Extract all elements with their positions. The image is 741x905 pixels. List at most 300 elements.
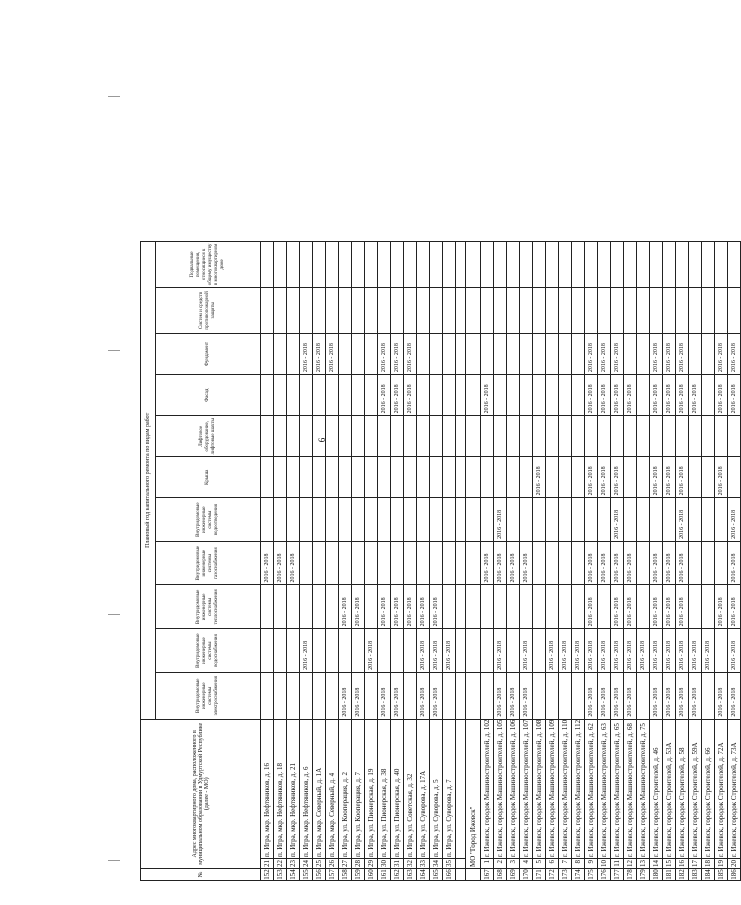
blank-cell [456,287,466,333]
blank-cell [456,859,466,869]
row-value [533,585,546,629]
row-value [559,287,572,333]
table-row [261,242,274,881]
table-row [378,242,391,881]
row-value [494,585,507,629]
row-value [637,541,650,585]
row-value: 2016 - 2018 [611,672,624,719]
row-value [339,375,352,416]
row-value [300,498,313,542]
row-value [533,629,546,673]
row-address: п. Игра, мкр. Нефтяников, д. 18 [274,719,287,858]
row-value [261,416,274,457]
row-address: п. Игра, мкр. Нефтяников, д. 16 [261,719,274,858]
row-subnumber: 35 [443,859,456,869]
row-address: г. Ижевск, городок Строителей, д. 66 [702,719,715,858]
row-value [507,585,520,629]
row-subnumber: 15 [663,859,676,869]
row-value: 2016 - 2018 [598,672,611,719]
row-value [624,416,637,457]
row-value [715,416,728,457]
row-value [520,498,533,542]
row-address: п. Игра, ул. Суворова, д. 7 [443,719,456,858]
row-value [637,585,650,629]
table-row [365,242,378,881]
row-address: г. Ижевск, городок Строителей, д. 58 [676,719,689,858]
row-value [378,416,391,457]
row-value [274,242,287,288]
row-number: 186 [728,869,741,881]
row-value [663,498,676,542]
header-col: Внутридомовые инженерные системы теплоснабжения [156,585,261,629]
row-value [637,287,650,333]
row-value [585,287,598,333]
row-value: 2016 - 2018 [274,541,287,585]
row-number: 172 [546,869,559,881]
row-value [300,287,313,333]
row-value [507,287,520,333]
row-address: г. Ижевск, городок Строителей, д. 53А [663,719,676,858]
table-row [300,242,313,881]
row-value [728,416,741,457]
row-value [598,585,611,629]
row-subnumber: 19 [715,859,728,869]
row-subnumber: 3 [507,859,520,869]
table-row [546,242,559,881]
row-subnumber: 21 [261,859,274,869]
row-value [365,333,378,374]
row-number: 170 [520,869,533,881]
group-num-cell [466,869,481,881]
row-value [261,457,274,498]
row-value [728,242,741,288]
row-value [326,585,339,629]
row-value [430,457,443,498]
row-value [261,242,274,288]
row-value [274,498,287,542]
row-number: 166 [443,869,456,881]
table-row [287,242,300,881]
row-value [365,457,378,498]
row-address: г. Ижевск, городок Машиностроителей, д. 102 [481,719,494,858]
header-col: Внутридомовые инженерные системы водоотведения [156,498,261,542]
row-value [624,287,637,333]
row-value [443,585,456,629]
row-value [520,585,533,629]
row-number: 160 [365,869,378,881]
row-value: 2016 - 2018 [689,672,702,719]
row-subnumber: 25 [313,859,326,869]
row-value [689,457,702,498]
row-value: 2016 - 2018 [728,672,741,719]
row-value [339,629,352,673]
row-value [261,333,274,374]
row-value [417,541,430,585]
row-value: 2016 - 2018 [352,672,365,719]
row-address: г. Ижевск, городок Машиностроителей, д. 63 [598,719,611,858]
row-value [507,457,520,498]
group-cell [466,242,481,288]
row-value: 2016 - 2018 [728,585,741,629]
row-subnumber: 1 [481,859,494,869]
row-value [663,416,676,457]
row-address: п. Игра, ул. Суворова, д. 17А [417,719,430,858]
row-value [404,416,417,457]
header-col: Фасад [156,375,261,416]
row-value [352,629,365,673]
row-value: 2016 - 2018 [728,375,741,416]
row-value: 2016 - 2018 [404,585,417,629]
row-value [637,416,650,457]
row-value [520,333,533,374]
table-row [663,242,676,881]
row-value [378,629,391,673]
header-col: Внутридомовые инженерные системы электроснабжения [156,672,261,719]
table-row [352,242,365,881]
row-value [481,242,494,288]
row-value [339,333,352,374]
row-value [546,541,559,585]
row-value [624,498,637,542]
row-number: 157 [326,869,339,881]
row-value [533,333,546,374]
row-value [443,416,456,457]
row-value [339,498,352,542]
row-value: 2016 - 2018 [598,457,611,498]
row-value [481,498,494,542]
row-address: п. Игра, мкр. Северный, д. 1А [313,719,326,858]
blank-cell [456,585,466,629]
row-value [533,672,546,719]
row-value [559,585,572,629]
row-value [494,333,507,374]
row-value: 2016 - 2018 [339,672,352,719]
row-value [663,287,676,333]
row-value [300,242,313,288]
row-value [702,242,715,288]
row-value [313,541,326,585]
row-value [546,457,559,498]
row-value [274,585,287,629]
row-value: 2016 - 2018 [417,672,430,719]
row-address: п. Игра, мкр. Нефтяников, д. 6 [300,719,313,858]
row-number: 184 [702,869,715,881]
row-subnumber: 26 [326,859,339,869]
row-value: 2016 - 2018 [378,672,391,719]
row-value [352,541,365,585]
row-subnumber: 31 [391,859,404,869]
row-value [494,242,507,288]
row-value [689,541,702,585]
blank-cell [456,541,466,585]
row-value [352,416,365,457]
row-address: г. Ижевск, городок Машиностроителей, д. 106 [507,719,520,858]
row-value [287,375,300,416]
row-value [715,242,728,288]
table-row [443,242,456,881]
row-value [689,242,702,288]
row-value [533,287,546,333]
row-number: 183 [689,869,702,881]
row-value [326,242,339,288]
row-value [520,416,533,457]
row-value: 2016 - 2018 [676,541,689,585]
blank-cell [456,672,466,719]
row-value [702,416,715,457]
row-value [559,541,572,585]
row-value [481,287,494,333]
row-address: г. Ижевск, городок Машиностроителей, д. 68 [624,719,637,858]
row-value [352,333,365,374]
row-value [624,457,637,498]
row-value [391,541,404,585]
header-col: Внутридомовые инженерные системы газоснабжения [156,541,261,585]
row-value [572,242,585,288]
row-value [430,375,443,416]
row-value: 2016 - 2018 [417,585,430,629]
row-value: 2016 - 2018 [715,333,728,374]
row-value: 2016 - 2018 [650,375,663,416]
row-value [481,672,494,719]
group-cell [466,375,481,416]
blank-cell [456,498,466,542]
group-cell [466,541,481,585]
table-row [715,242,728,881]
row-value: 2016 - 2018 [378,375,391,416]
row-value [637,498,650,542]
row-value [404,629,417,673]
row-subnumber: 17 [689,859,702,869]
row-value [637,672,650,719]
row-value: 2016 - 2018 [520,541,533,585]
row-value: 2016 - 2018 [676,672,689,719]
table-row [533,242,546,881]
row-value [352,457,365,498]
table-row [702,242,715,881]
row-value: 2016 - 2018 [300,629,313,673]
row-value [300,416,313,457]
row-value [507,498,520,542]
row-value [702,333,715,374]
row-value: 2016 - 2018 [430,629,443,673]
row-value: 2016 - 2018 [520,629,533,673]
row-value: 2016 - 2018 [585,585,598,629]
row-value [637,242,650,288]
row-value [572,585,585,629]
row-value [300,585,313,629]
row-subnumber: 6 [546,859,559,869]
row-value [443,672,456,719]
row-value: 2016 - 2018 [430,672,443,719]
row-value [676,242,689,288]
table-row [507,242,520,881]
row-value: 2016 - 2018 [611,585,624,629]
row-number: 161 [378,869,391,881]
row-value [274,287,287,333]
blank-row [456,242,466,881]
row-number: 158 [339,869,352,881]
table-row [326,242,339,881]
row-value [261,375,274,416]
row-value [313,375,326,416]
row-value: 2016 - 2018 [585,672,598,719]
row-value: 2016 - 2018 [559,629,572,673]
row-value [313,287,326,333]
scan-line [108,860,120,861]
row-value [352,242,365,288]
row-value [391,287,404,333]
blank-cell [456,416,466,457]
row-value [352,498,365,542]
row-value: 2016 - 2018 [676,375,689,416]
row-value: 2016 - 2018 [585,457,598,498]
table-row [391,242,404,881]
row-value: 2016 - 2018 [624,375,637,416]
row-value [559,333,572,374]
table-row [598,242,611,881]
row-subnumber: 20 [728,859,741,869]
row-value [300,541,313,585]
table-row [637,242,650,881]
row-value: 2016 - 2018 [520,672,533,719]
row-value [650,242,663,288]
row-value: 2016 - 2018 [507,672,520,719]
row-value [520,457,533,498]
row-value: 2016 - 2018 [378,333,391,374]
row-value [598,416,611,457]
row-value [585,498,598,542]
group-title: МО "Город Ижевск" [466,719,481,868]
row-value [689,416,702,457]
row-address: г. Ижевск, городок Машиностроителей, д. 75 [637,719,650,858]
row-value [339,242,352,288]
row-value [624,242,637,288]
row-value: 2016 - 2018 [663,333,676,374]
row-value: 2016 - 2018 [585,375,598,416]
row-value [443,457,456,498]
row-value: 2016 - 2018 [663,585,676,629]
row-number: 152 [261,869,274,881]
row-value [676,287,689,333]
row-value [689,498,702,542]
row-value [404,457,417,498]
row-value [287,629,300,673]
header-col: Подвальные помещения, относящиеся к общему имуществу в многоквартирном доме [156,242,261,288]
group-cell [466,672,481,719]
row-value [326,541,339,585]
row-address: г. Ижевск, городок Машиностроителей, д. 65 [611,719,624,858]
row-value [572,416,585,457]
row-value [546,672,559,719]
row-value [443,287,456,333]
row-value [559,457,572,498]
row-number: 173 [559,869,572,881]
row-value [624,333,637,374]
row-value [378,498,391,542]
row-value: 2016 - 2018 [611,498,624,542]
row-value [339,457,352,498]
row-value: 2016 - 2018 [650,585,663,629]
row-value [533,416,546,457]
row-value [715,541,728,585]
row-value: 2016 - 2018 [365,629,378,673]
row-address: г. Ижевск, городок Строителей, д. 72А [715,719,728,858]
table-row [650,242,663,881]
row-value: 2016 - 2018 [494,498,507,542]
row-value [287,333,300,374]
row-value [507,375,520,416]
row-address: г. Ижевск, городок Строителей, д. 46 [650,719,663,858]
row-value: 2016 - 2018 [728,498,741,542]
row-address: п. Игра, ул. Пионерская, д. 38 [378,719,391,858]
row-subnumber: 9 [585,859,598,869]
row-number: 156 [313,869,326,881]
row-value [546,242,559,288]
row-value [546,333,559,374]
row-value [430,242,443,288]
row-value [715,287,728,333]
row-number: 169 [507,869,520,881]
row-value [378,457,391,498]
row-subnumber: 33 [417,859,430,869]
row-value: 2016 - 2018 [663,672,676,719]
blank-cell [456,457,466,498]
row-value [520,375,533,416]
group-cell [466,585,481,629]
row-value: 2016 - 2018 [728,629,741,673]
row-value: 2016 - 2018 [481,541,494,585]
row-value [443,333,456,374]
row-value [611,287,624,333]
row-value [443,375,456,416]
row-value: 2016 - 2018 [611,629,624,673]
row-value [365,287,378,333]
row-value [507,416,520,457]
blank-cell [456,719,466,858]
row-value [313,242,326,288]
header-col: Фундамент [156,333,261,374]
group-cell [466,498,481,542]
row-value [637,457,650,498]
row-number: 181 [663,869,676,881]
row-value: 2016 - 2018 [572,629,585,673]
row-value: 2016 - 2018 [676,333,689,374]
row-value [559,375,572,416]
row-value: 2016 - 2018 [339,585,352,629]
row-value: 2016 - 2018 [702,629,715,673]
row-value [689,585,702,629]
row-value: 2016 - 2018 [728,541,741,585]
row-value [365,672,378,719]
row-value: 2016 - 2018 [663,457,676,498]
table-row [611,242,624,881]
row-value [702,498,715,542]
row-value [598,242,611,288]
row-value [287,585,300,629]
row-number: 175 [585,869,598,881]
row-value [326,287,339,333]
group-cell [466,287,481,333]
row-value [326,457,339,498]
row-value: 2016 - 2018 [663,629,676,673]
row-number: 163 [404,869,417,881]
row-value [326,629,339,673]
row-subnumber: 16 [676,859,689,869]
row-value: 2016 - 2018 [404,333,417,374]
row-value [559,672,572,719]
table-row [430,242,443,881]
row-subnumber: 7 [559,859,572,869]
